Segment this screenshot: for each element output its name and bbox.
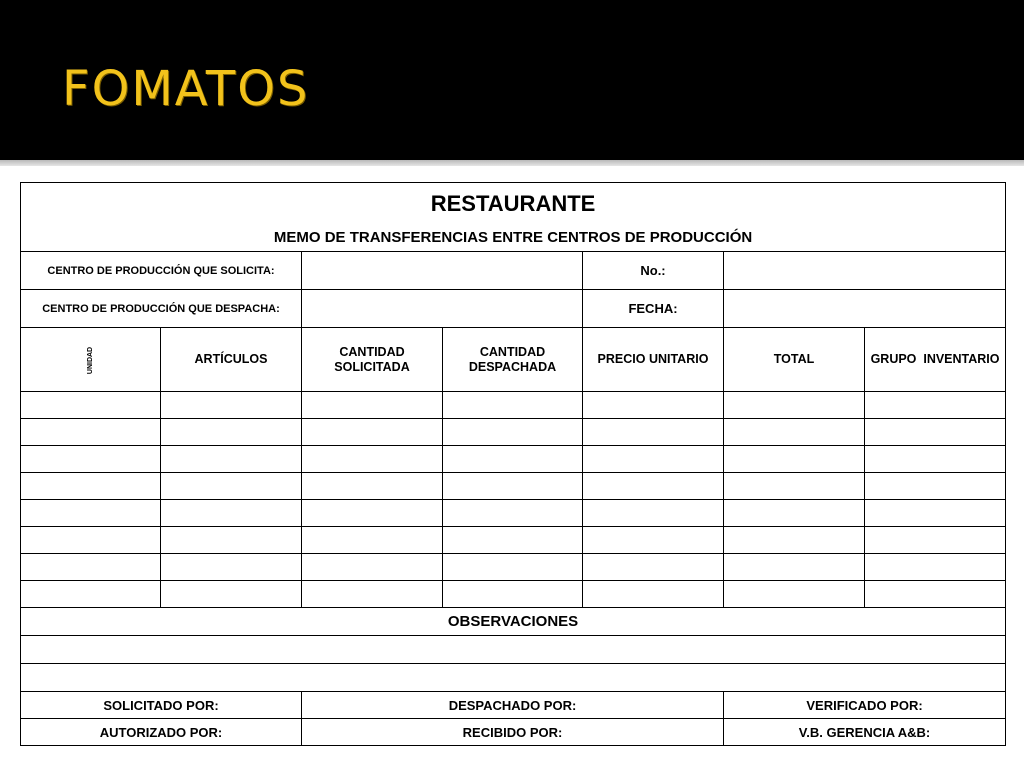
item-cell[interactable]	[161, 473, 302, 500]
despacha-row	[21, 290, 1006, 328]
item-cell[interactable]	[583, 527, 724, 554]
solicita-label: CENTRO DE PRODUCCIÓN QUE SOLICITA:	[21, 252, 302, 290]
solicita-field[interactable]	[302, 252, 583, 290]
item-cell[interactable]	[583, 500, 724, 527]
observaciones-field[interactable]	[21, 664, 1006, 692]
item-cell[interactable]	[302, 392, 443, 419]
item-cell[interactable]	[583, 446, 724, 473]
item-cell[interactable]	[21, 500, 161, 527]
observaciones-field[interactable]	[21, 636, 1006, 664]
no-field[interactable]	[724, 252, 1006, 290]
item-row	[21, 554, 1006, 581]
item-cell[interactable]	[161, 419, 302, 446]
item-cell[interactable]	[161, 554, 302, 581]
form-title-row	[21, 183, 1006, 252]
item-cell[interactable]	[724, 554, 865, 581]
col-header-precio-unitario: PRECIO UNITARIO	[583, 328, 724, 392]
observaciones-row	[21, 664, 1006, 692]
column-header-row	[21, 328, 1006, 392]
item-cell[interactable]	[443, 419, 583, 446]
item-cell[interactable]	[21, 581, 161, 608]
item-cell[interactable]	[302, 527, 443, 554]
item-cell[interactable]	[161, 392, 302, 419]
item-row	[21, 473, 1006, 500]
despachado-por-label: DESPACHADO POR:	[302, 692, 724, 719]
item-cell[interactable]	[583, 554, 724, 581]
item-cell[interactable]	[443, 581, 583, 608]
item-cell[interactable]	[865, 473, 1006, 500]
item-cell[interactable]	[724, 392, 865, 419]
transfer-memo-form	[20, 182, 1006, 746]
gerencia-label: V.B. GERENCIA A&B:	[724, 719, 1006, 746]
item-cell[interactable]	[21, 392, 161, 419]
item-cell[interactable]	[21, 419, 161, 446]
item-cell[interactable]	[724, 500, 865, 527]
item-cell[interactable]	[21, 527, 161, 554]
observaciones-label: OBSERVACIONES	[21, 608, 1006, 636]
item-cell[interactable]	[161, 446, 302, 473]
item-cell[interactable]	[443, 446, 583, 473]
item-row	[21, 419, 1006, 446]
item-cell[interactable]	[724, 527, 865, 554]
item-cell[interactable]	[865, 419, 1006, 446]
item-cell[interactable]	[724, 473, 865, 500]
solicitado-por-label: SOLICITADO POR:	[21, 692, 302, 719]
item-cell[interactable]	[724, 446, 865, 473]
item-cell[interactable]	[865, 581, 1006, 608]
slide-header	[0, 0, 1024, 160]
col-header-cantidad-despachada: CANTIDAD DESPACHADA	[443, 328, 583, 392]
item-cell[interactable]	[302, 500, 443, 527]
recibido-por-label: RECIBIDO POR:	[302, 719, 724, 746]
item-cell[interactable]	[865, 527, 1006, 554]
observaciones-row	[21, 636, 1006, 664]
form-title: RESTAURANTE	[430, 190, 596, 216]
item-cell[interactable]	[443, 392, 583, 419]
item-cell[interactable]	[583, 581, 724, 608]
item-cell[interactable]	[724, 419, 865, 446]
item-cell[interactable]	[443, 554, 583, 581]
item-cell[interactable]	[302, 419, 443, 446]
item-cell[interactable]	[443, 500, 583, 527]
item-row	[21, 500, 1006, 527]
item-cell[interactable]	[865, 392, 1006, 419]
item-cell[interactable]	[302, 446, 443, 473]
no-label: No.:	[583, 252, 724, 290]
item-row	[21, 392, 1006, 419]
observaciones-header-row	[21, 608, 1006, 636]
header-divider	[0, 160, 1024, 166]
col-header-grupo-inventario: GRUPO INVENTARIO	[865, 328, 1006, 392]
form-title-cell	[21, 183, 1006, 252]
despacha-label: CENTRO DE PRODUCCIÓN QUE DESPACHA:	[21, 290, 302, 328]
col-header-unidad	[21, 328, 161, 392]
item-cell[interactable]	[161, 527, 302, 554]
item-cell[interactable]	[865, 554, 1006, 581]
item-row	[21, 581, 1006, 608]
item-cell[interactable]	[302, 473, 443, 500]
col-header-articulos: ARTÍCULOS	[161, 328, 302, 392]
item-row	[21, 527, 1006, 554]
slide-title: FOMATOS	[62, 61, 310, 117]
item-cell[interactable]	[21, 473, 161, 500]
col-header-cantidad-solicitada: CANTIDAD SOLICITADA	[302, 328, 443, 392]
verificado-por-label: VERIFICADO POR:	[724, 692, 1006, 719]
item-cell[interactable]	[21, 446, 161, 473]
item-cell[interactable]	[21, 554, 161, 581]
item-cell[interactable]	[865, 500, 1006, 527]
item-cell[interactable]	[443, 473, 583, 500]
form-subtitle: MEMO DE TRANSFERENCIAS ENTRE CENTROS DE PRODUCCIÓN	[273, 228, 753, 246]
signature-row	[21, 719, 1006, 746]
item-cell[interactable]	[302, 581, 443, 608]
item-cell[interactable]	[302, 554, 443, 581]
item-cell[interactable]	[583, 419, 724, 446]
signature-row	[21, 692, 1006, 719]
item-cell[interactable]	[583, 473, 724, 500]
item-cell[interactable]	[161, 500, 302, 527]
item-cell[interactable]	[443, 527, 583, 554]
fecha-label: FECHA:	[583, 290, 724, 328]
item-row	[21, 446, 1006, 473]
item-cell[interactable]	[161, 581, 302, 608]
fecha-field[interactable]	[724, 290, 1006, 328]
col-header-total: TOTAL	[724, 328, 865, 392]
item-cell[interactable]	[724, 581, 865, 608]
despacha-field[interactable]	[302, 290, 583, 328]
col-header-unidad-label: UNIDAD	[86, 346, 94, 375]
solicita-row	[21, 252, 1006, 290]
item-cell[interactable]	[865, 446, 1006, 473]
item-cell[interactable]	[583, 392, 724, 419]
autorizado-por-label: AUTORIZADO POR:	[21, 719, 302, 746]
